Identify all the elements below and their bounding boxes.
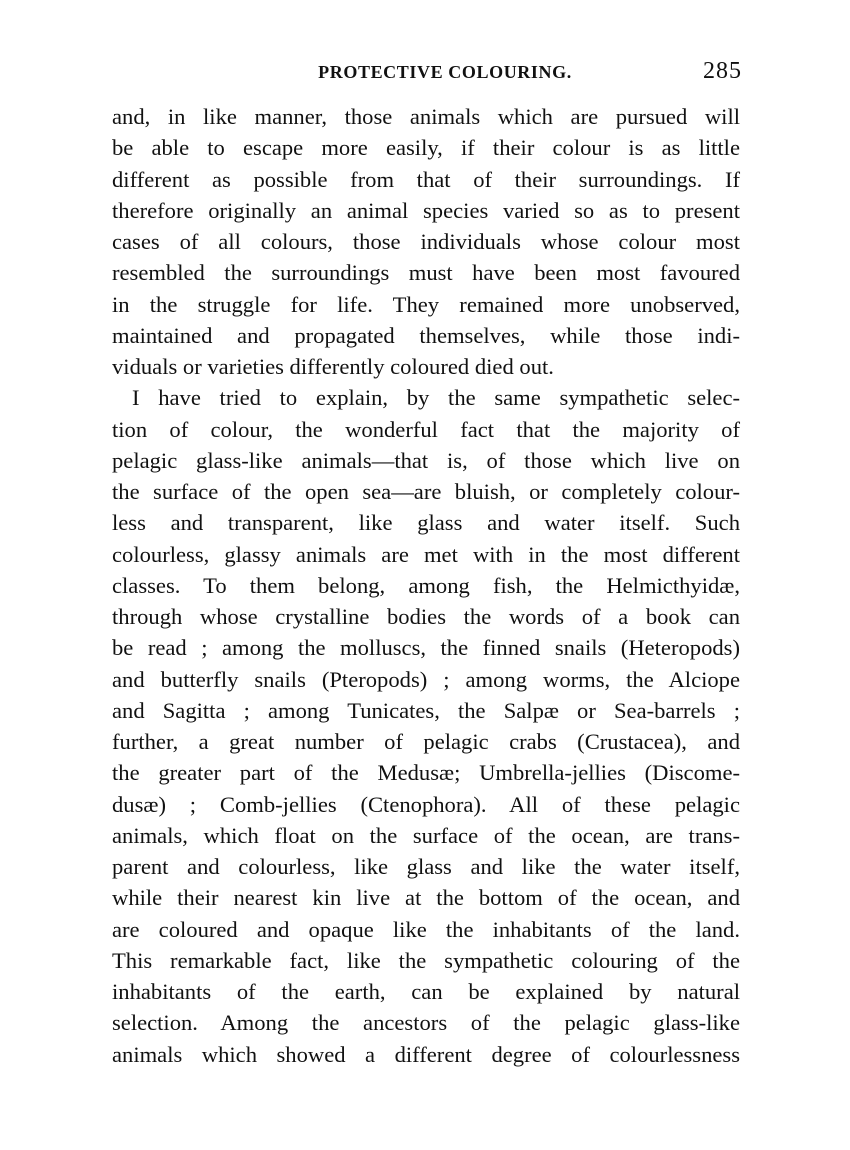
text-line: pelagic glass-like animals—that is, of those which live on (112, 447, 740, 473)
text-line: viduals or varieties differently coloured died out. (112, 354, 554, 379)
text-line: be read ; among the molluscs, the finned snails (Heteropods) (112, 635, 740, 661)
text-line: cases of all colours, those individuals whose colour most (112, 229, 740, 254)
text-line: and, in like manner, those animals which are pursued will (112, 104, 740, 129)
text-line: less and transparent, like glass and water itself. Such (112, 510, 740, 536)
text-line: while their nearest kin live at the bottom of the ocean, and (112, 885, 740, 911)
text-line: the surface of the open sea—are bluish, or completely colour- (112, 479, 740, 504)
text-line: the greater part of the Medusæ; Umbrella-jellies (Discome- (112, 760, 740, 786)
text-line: maintained and propagated themselves, while those indi- (112, 322, 740, 348)
text-line: and butterfly snails (Pteropods) ; among worms, the Alciope (112, 666, 740, 692)
text-line: colourless, glassy animals are met with in the most different (112, 541, 740, 567)
text-line: I have tried to explain, by the same sympathetic selec- (132, 385, 740, 411)
text-line: be able to escape more easily, if their colour is as little (112, 135, 740, 161)
text-line: tion of colour, the wonderful fact that the majority of (112, 416, 740, 442)
text-line: This remarkable fact, like the sympathetic colouring of the (112, 947, 740, 973)
text-line: animals which showed a different degree of colourlessness (112, 1041, 740, 1067)
text-line: dusæ) ; Comb-jellies (Ctenophora). All of these pelagic (112, 791, 740, 817)
text-line: selection. Among the ancestors of the pelagic glass-like (112, 1010, 740, 1036)
page-number: 285 (703, 58, 742, 84)
text-line: further, a great number of pelagic crabs (Crustacea), and (112, 729, 740, 754)
text-line: inhabitants of the earth, can be explained by natural (112, 979, 740, 1004)
text-line: animals, which float on the surface of the ocean, are trans- (112, 822, 740, 848)
text-line: through whose crystalline bodies the words of a book can (112, 604, 740, 629)
text-line: are coloured and opaque like the inhabitants of the land. (112, 916, 740, 942)
text-line: classes. To them belong, among fish, the Helmicthyidæ, (112, 572, 740, 598)
text-line: parent and colourless, like glass and like the water itself, (112, 854, 740, 879)
text-line: resembled the surroundings must have been most favoured (112, 260, 740, 286)
running-title: PROTECTIVE COLOURING. (318, 62, 572, 82)
running-head (112, 58, 742, 88)
body-text (112, 101, 740, 1070)
text-line: therefore originally an animal species varied so as to present (112, 197, 740, 223)
text-line: and Sagitta ; among Tunicates, the Salpæ or Sea-barrels ; (112, 697, 740, 723)
text-line: different as possible from that of their surroundings. If (112, 166, 740, 192)
text-line: in the struggle for life. They remained more unobserved, (112, 291, 740, 317)
